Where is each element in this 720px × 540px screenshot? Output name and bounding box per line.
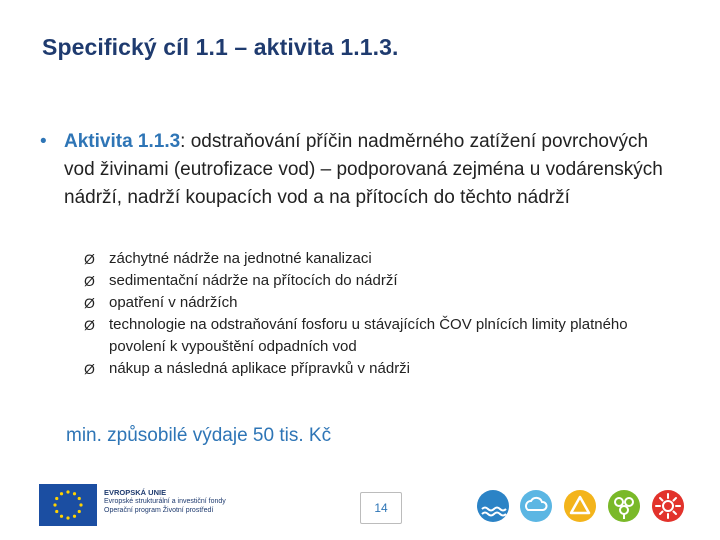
eu-star: [79, 503, 82, 506]
eu-logo-line1: EVROPSKÁ UNIE: [104, 488, 167, 497]
activity-description: : odstraňování příčin nadměrného zatížení povrchových vod živinami (eutrofizace vod) – podporovaná zejména u vodárenských nádrží, nadrží koupacích vod a na přítocích do těchto nádrží: [64, 131, 663, 208]
sub-item: [84, 292, 684, 314]
sun-energy-icon: [651, 489, 685, 523]
arrow-bullet-icon: Ø: [84, 273, 95, 289]
eu-star: [73, 492, 76, 495]
page-number: 14: [360, 492, 402, 524]
eu-stars-graphic: [39, 484, 97, 526]
arrow-bullet-icon: Ø: [84, 317, 95, 333]
flower-nature-icon: [607, 489, 641, 523]
sub-item-text: sedimentační nádrže na přítocích do nádrží: [109, 272, 398, 289]
sub-item: [84, 248, 684, 270]
eu-star: [53, 503, 56, 506]
sub-item: [84, 270, 684, 292]
triangle-waste-icon: [563, 489, 597, 523]
eu-star: [60, 492, 63, 495]
eu-star: [78, 497, 81, 500]
eu-flag-icon: [39, 484, 97, 526]
sub-list: [84, 248, 684, 380]
main-bullet-text: [64, 128, 680, 212]
environment-icons: [476, 489, 686, 525]
eu-logo-text: [104, 488, 226, 515]
sub-item-text: záchytné nádrže na jednotné kanalizaci: [109, 250, 372, 267]
eu-logo-line3: Operační program Životní prostředí: [104, 507, 214, 514]
slide-title: Specifický cíl 1.1 – aktivita 1.1.3.: [42, 34, 399, 60]
eu-logo-line2: Evropské strukturální a investiční fondy: [104, 498, 226, 505]
sub-item-text: technologie na odstraňování fosforu u stávajících ČOV plnících limity platného povolení k vypouštění odpadních vod: [109, 316, 628, 355]
eu-star: [66, 516, 69, 519]
bullet-dot: •: [40, 131, 47, 152]
eu-star: [55, 510, 58, 513]
arrow-bullet-icon: Ø: [84, 295, 95, 311]
sub-item-text: opatření v nádržích: [109, 294, 238, 311]
main-bullet: [40, 128, 680, 212]
eu-star: [55, 497, 58, 500]
eu-star: [60, 515, 63, 518]
arrow-bullet-icon: Ø: [84, 251, 95, 267]
sub-item: [84, 314, 684, 358]
sub-item-text: nákup a následná aplikace přípravků v nádrži: [109, 360, 411, 377]
activity-label: Aktivita 1.1.3: [64, 131, 181, 152]
eu-star: [73, 515, 76, 518]
arrow-bullet-icon: Ø: [84, 361, 95, 377]
water-drop-icon: [476, 489, 510, 523]
eu-star: [78, 510, 81, 513]
cloud-air-icon: [519, 489, 553, 523]
eu-star: [66, 490, 69, 493]
sub-item: [84, 358, 684, 380]
eligible-costs-note: min. způsobilé výdaje 50 tis. Kč: [66, 425, 332, 446]
